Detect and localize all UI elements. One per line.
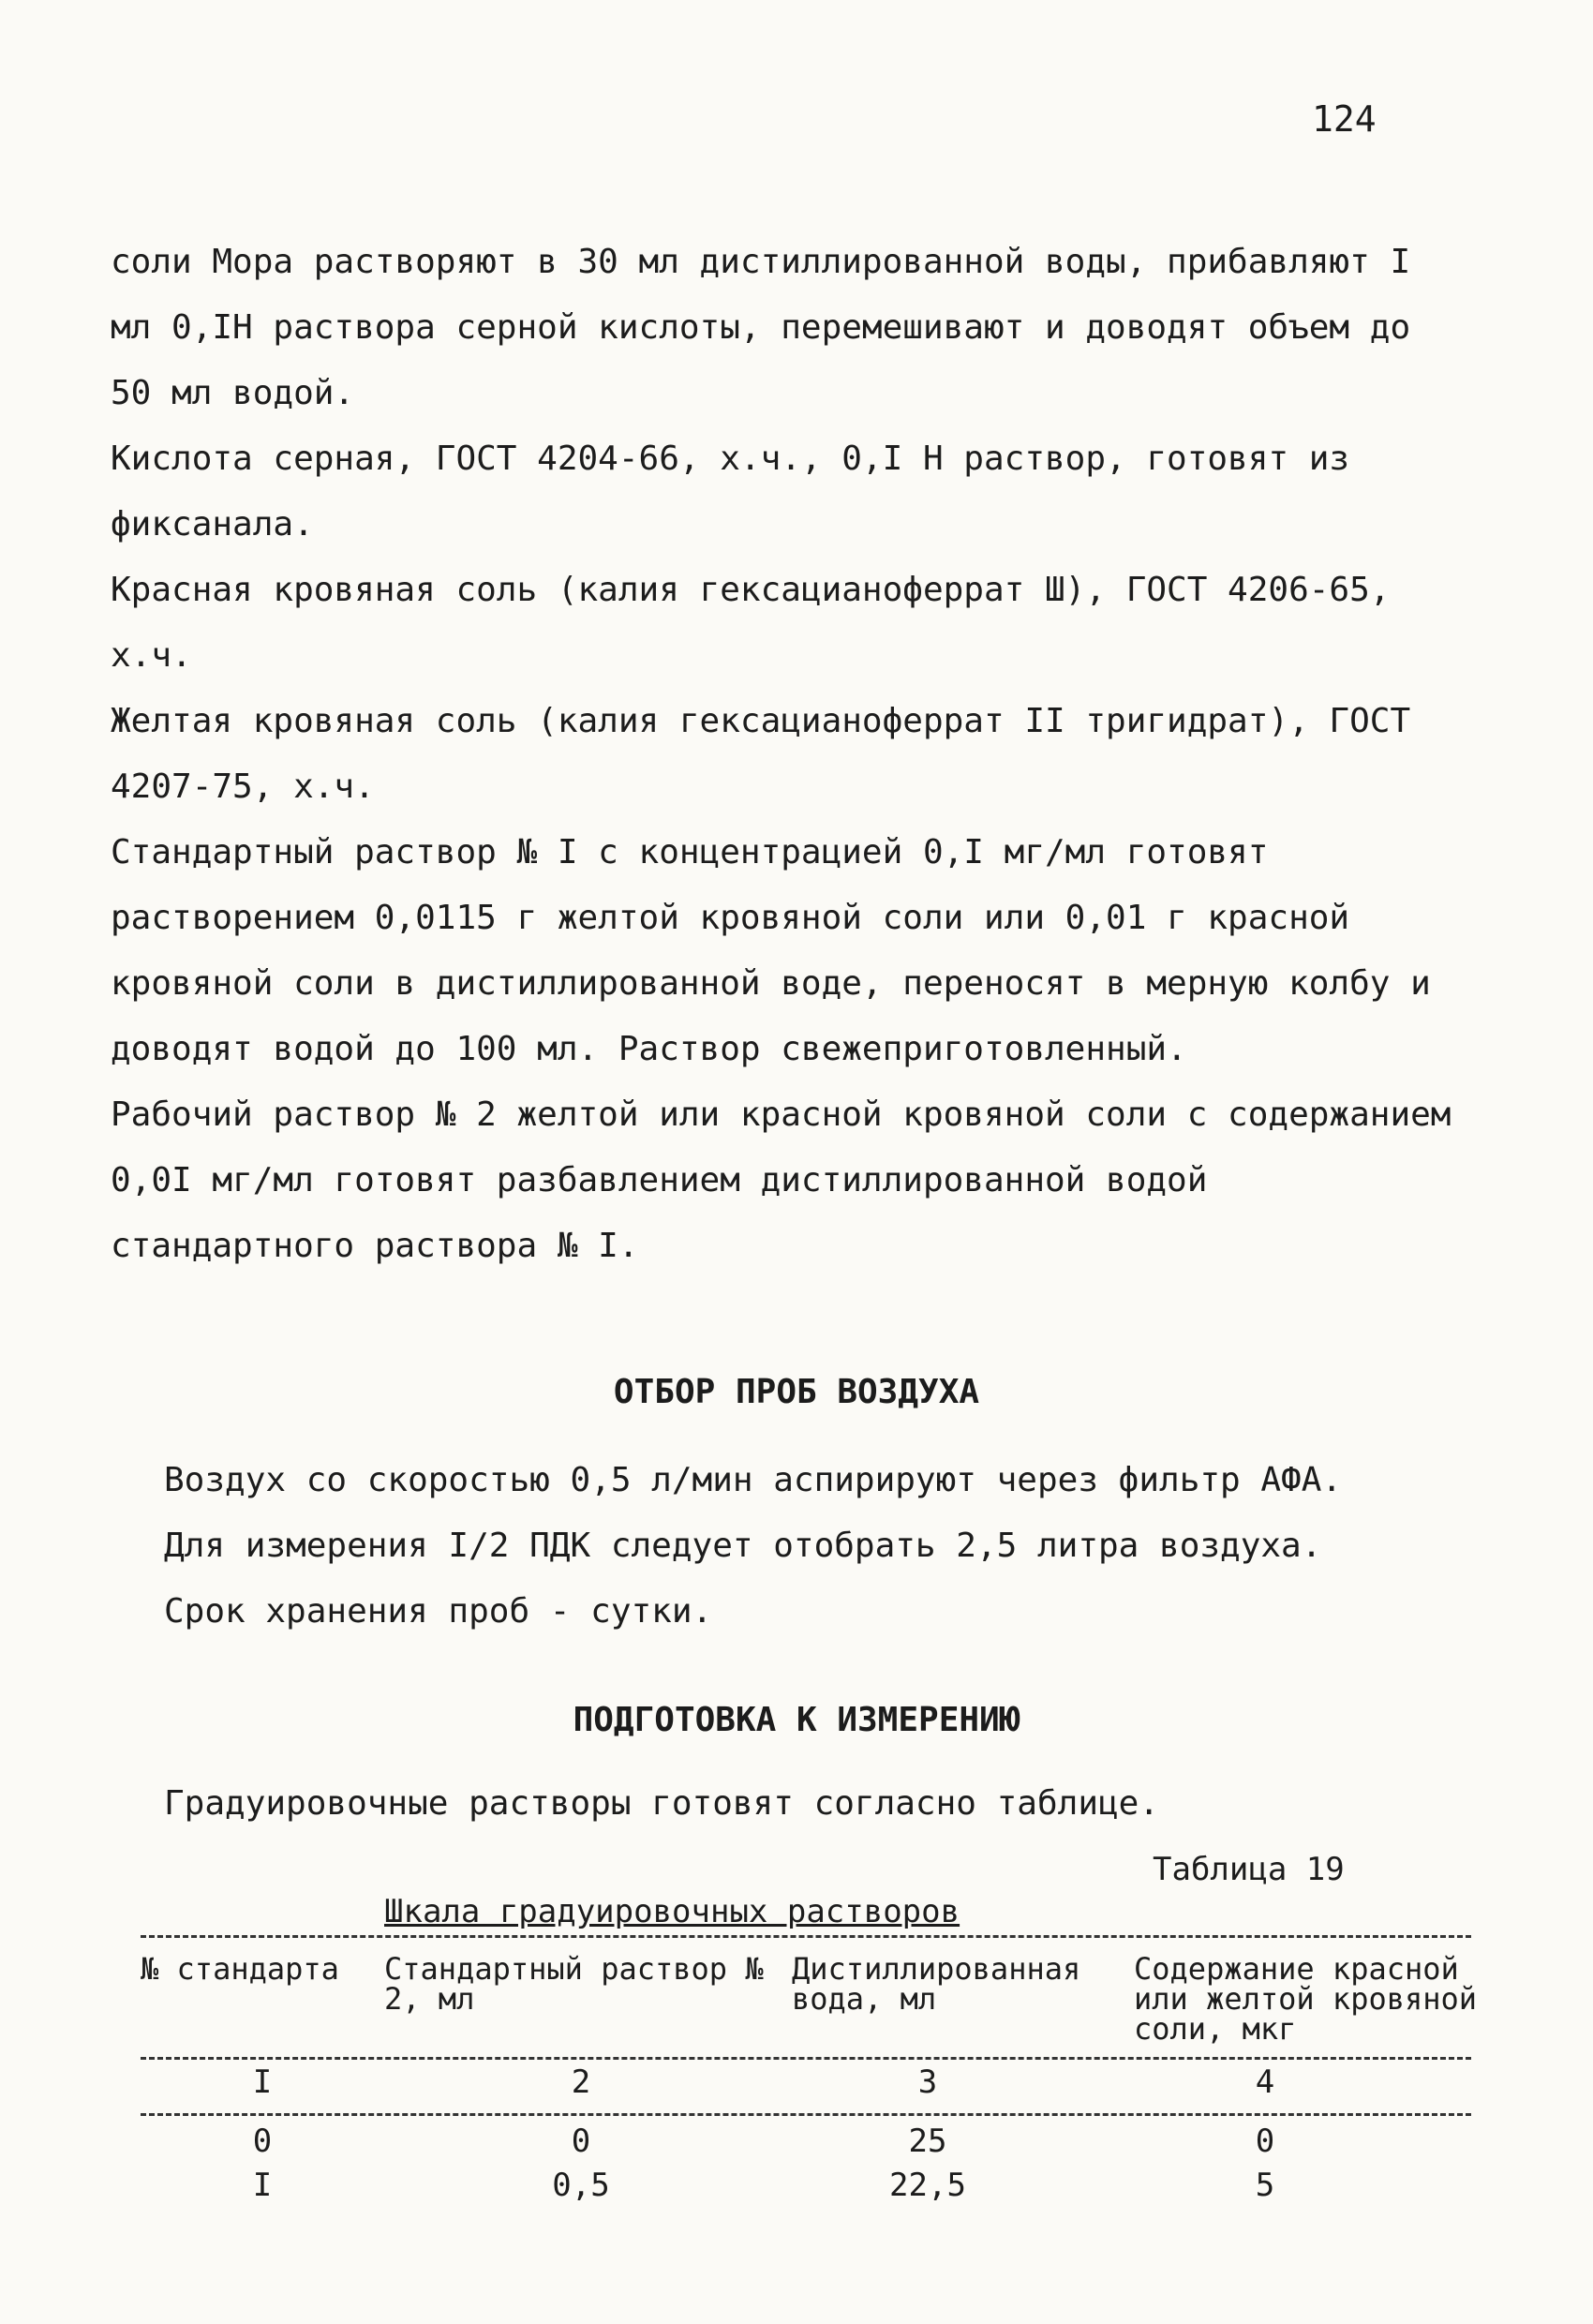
column-number: 4 <box>1255 2063 1275 2101</box>
sampling-line-3: Срок хранения проб - сутки. <box>164 1592 713 1631</box>
column-number: I <box>252 2063 273 2101</box>
paragraph-standard-solution: Стандартный раствор № I с концентрацией 0,I мг/мл готовят растворением 0,0115 г желтой кровяной соли или 0,01 г красной кровяной соли в дистиллированной воде, переносят в мерную колбу и доводят водой до 100 мл. Раствор свежеприготовленный. <box>111 833 1431 1068</box>
table-rule-numbers <box>141 2113 1471 2116</box>
table-rule-top <box>141 1935 1471 1938</box>
header-standard-solution: Стандартный раствор № 2, мл <box>384 1951 764 2017</box>
table-cell: 25 <box>908 2123 947 2160</box>
column-number: 2 <box>571 2063 591 2101</box>
table-cell: 0 <box>571 2123 591 2160</box>
header-distilled-water: Дистиллированная вода, мл <box>792 1951 1081 2017</box>
heading-sampling: ОТБОР ПРОБ ВОЗДУХА <box>613 1373 980 1411</box>
table-cell: 22,5 <box>889 2167 966 2204</box>
sampling-line-2: Для измерения I/2 ПДК следует отобрать 2,5 литра воздуха. <box>164 1527 1322 1565</box>
header-standard-number: № стандарта <box>141 1951 339 1987</box>
paragraph-sulfuric-acid: Кислота серная, ГОСТ 4204-66, х.ч., 0,I Н раствор, готовят из фиксанала. <box>111 439 1350 544</box>
table-cell: 5 <box>1255 2167 1275 2204</box>
sampling-line-1: Воздух со скоростью 0,5 л/мин аспирируют через фильтр АФА. <box>164 1461 1343 1499</box>
column-number: 3 <box>917 2063 938 2101</box>
table-cell: 0,5 <box>552 2167 610 2204</box>
heading-preparation: ПОДГОТОВКА К ИЗМЕРЕНИЮ <box>573 1701 1020 1739</box>
paragraph-working-solution: Рабочий раствор № 2 желтой или красной кровяной соли с содержанием 0,0I мг/мл готовят разбавлением дистиллированной водой стандартного раствора № I. <box>111 1095 1452 1265</box>
table-caption: Таблица 19 <box>1153 1851 1345 1888</box>
header-salt-content: Содержание красной или желтой кровяной соли, мкг <box>1134 1951 1478 2047</box>
paragraph-mohr-salt: соли Мора растворяют в 30 мл дистиллированной воды, прибавляют I мл 0,IН раствора серной кислоты, перемешивают и доводят объем до 50 мл водой. <box>111 243 1411 412</box>
paragraph-red-salt: Красная кровяная соль (калия гексацианоферрат Ш), ГОСТ 4206-65, х.ч. <box>111 571 1391 675</box>
preparation-intro: Градуировочные растворы готовят согласно таблице. <box>164 1784 1160 1823</box>
table-title: Шкала градуировочных растворов <box>384 1893 960 1930</box>
table-cell: 0 <box>252 2123 273 2160</box>
paragraph-yellow-salt: Желтая кровяная соль (калия гексацианоферрат II тригидрат), ГОСТ 4207-75, х.ч. <box>111 702 1411 806</box>
table-cell: I <box>252 2167 273 2204</box>
table-cell: 0 <box>1255 2123 1275 2160</box>
page-number: 124 <box>1312 98 1377 140</box>
table-rule-header <box>141 2057 1471 2060</box>
